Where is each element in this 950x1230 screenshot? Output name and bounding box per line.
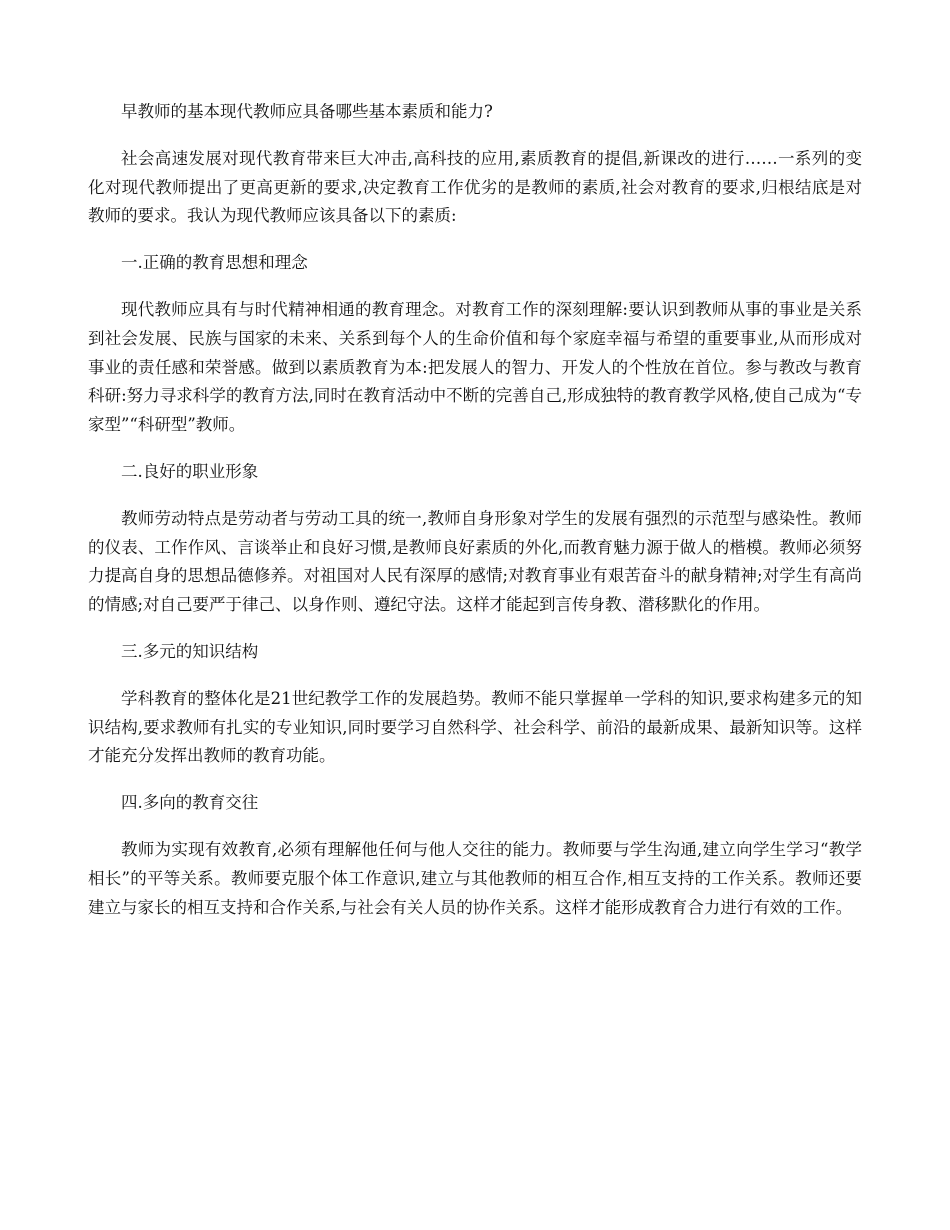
section-4-body: 教师为实现有效教育,必须有理解他任何与他人交往的能力。教师要与学生沟通,建立向学生学习“教学相长”的平等关系。教师要克服个体工作意识,建立与其他教师的相互合作,相互支持的工作关系。教师还要建立与家长的相互支持和合作关系,与社会有关人员的协作关系。这样才能形成教育合力进行有效的工作。 (88, 839, 862, 917)
section-3-heading: 三.多元的知识结构 (121, 641, 259, 661)
document-body (88, 98, 862, 940)
intro-paragraph: 社会高速发展对现代教育带来巨大冲击,高科技的应用,素质教育的提倡,新课改的进行……一系列的变化对现代教师提出了更高更新的要求,决定教育工作优劣的是教师的素质,社会对教育的要求,归根结底是对教师的要求。我认为现代教师应该具备以下的素质: (88, 148, 862, 226)
section-1-heading: 一.正确的教育思想和理念 (121, 253, 308, 273)
section-4-heading: 四.多向的教育交往 (121, 793, 259, 813)
document-title: 早教师的基本现代教师应具备哪些基本素质和能力? (121, 102, 493, 121)
section-2-body: 教师劳动特点是劳动者与劳动工具的统一,教师自身形象对学生的发展有强烈的示范型与感染性。教师的仪表、工作作风、言谈举止和良好习惯,是教师良好素质的外化,而教育魅力源于做人的楷模。教师必须努力提高自身的思想品德修养。对祖国对人民有深厚的感情;对教育事业有艰苦奋斗的献身精神;对学生有高尚的情感;对自己要严于律己、以身作则、遵纪守法。这样才能起到言传身教、潜移默化的作用。 (88, 508, 862, 615)
section-3-body: 学科教育的整体化是21世纪教学工作的发展趋势。教师不能只掌握单一学科的知识,要求构建多元的知识结构,要求教师有扎实的专业知识,同时要学习自然科学、社会科学、前沿的最新成果、最新知识等。这样才能充分发挥出教师的教育功能。 (88, 688, 862, 766)
section-2-heading: 二.良好的职业形象 (121, 461, 259, 481)
section-1-body: 现代教师应具有与时代精神相通的教育理念。对教育工作的深刻理解:要认识到教师从事的事业是关系到社会发展、民族与国家的未来、关系到每个人的生命价值和每个家庭幸福与希望的重要事业,从而形成对事业的责任感和荣誉感。做到以素质教育为本:把发展人的智力、开发人的个性放在首位。参与教改与教育科研:努力寻求科学的教育方法,同时在教育活动中不断的完善自己,形成独特的教育教学风格,使自己成为“专家型”“科研型”教师。 (88, 299, 862, 435)
